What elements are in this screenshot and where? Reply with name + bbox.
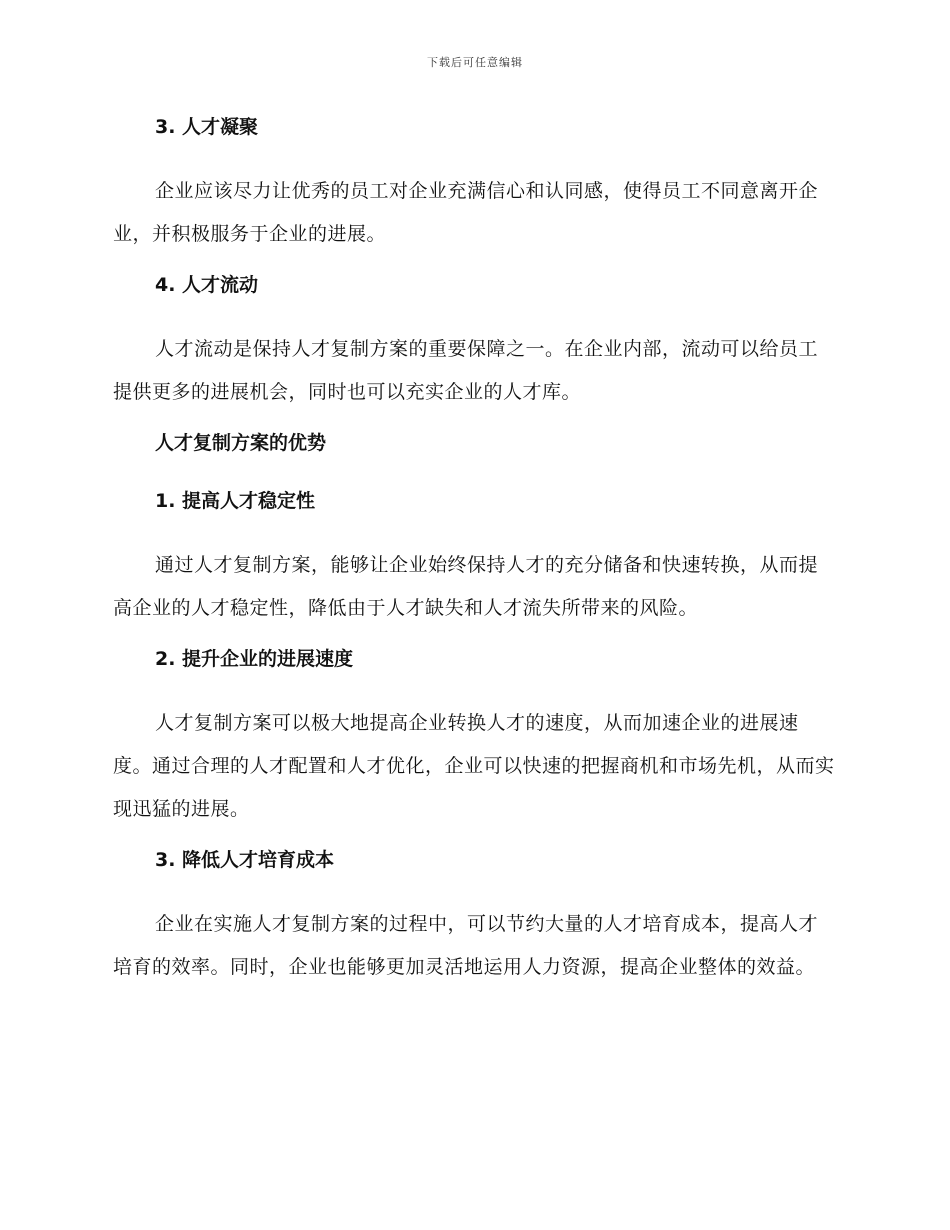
paragraph-talent-flow: 人才流动是保持人才复制方案的重要保障之一。在企业内部，流动可以给员工提供更多的进展机会，同时也可以充实企业的人才库。	[113, 338, 819, 403]
section-heading-development-speed: 2. 提升企业的进展速度	[155, 648, 354, 670]
page-header: 下载后可任意编辑	[427, 56, 523, 69]
document-body	[113, 112, 835, 1003]
section-heading-stability: 1. 提高人才稳定性	[155, 490, 316, 512]
section-heading-talent-flow: 4. 人才流动	[155, 274, 259, 296]
paragraph-development-speed: 人才复制方案可以极大地提高企业转换人才的速度，从而加速企业的进展速度。通过合理的人才配置和人才优化，企业可以快速的把握商机和市场先机，从而实现迅猛的进展。	[113, 712, 835, 820]
section-heading-training-cost: 3. 降低人才培育成本	[155, 849, 335, 871]
section-heading-talent-cohesion: 3. 人才凝聚	[155, 116, 259, 138]
paragraph-stability: 通过人才复制方案，能够让企业始终保持人才的充分储备和快速转换，从而提高企业的人才稳定性，降低由于人才缺失和人才流失所带来的风险。	[113, 554, 819, 619]
paragraph-talent-cohesion: 企业应该尽力让优秀的员工对企业充满信心和认同感，使得员工不同意离开企业，并积极服务于企业的进展。	[113, 180, 819, 245]
paragraph-training-cost: 企业在实施人才复制方案的过程中，可以节约大量的人才培育成本，提高人才培育的效率。同时，企业也能够更加灵活地运用人力资源，提高企业整体的效益。	[113, 913, 819, 978]
section-heading-advantages: 人才复制方案的优势	[155, 432, 327, 454]
